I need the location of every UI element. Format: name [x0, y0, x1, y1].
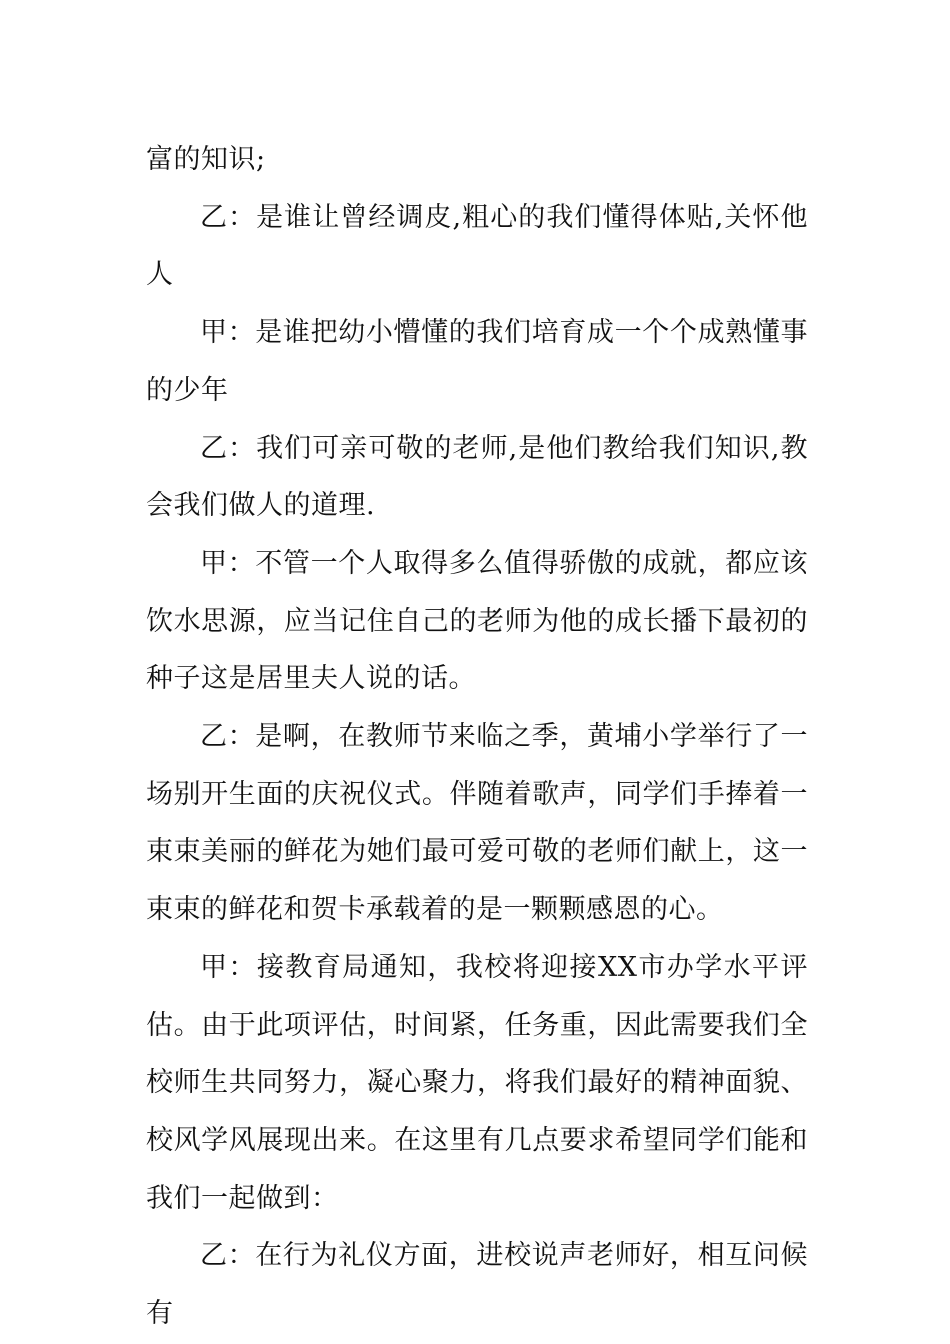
- paragraph-7: 甲：接教育局通知，我校将迎接XX市办学水平评估。由于此项评估，时间紧，任务重，因此需要我们全校师生共同努力，凝心聚力，将我们最好的精神面貌、校风学风展现出来。在这里有几点要求希望同学们能和我们一起做到：: [146, 951, 808, 1214]
- paragraph-8: 乙：在行为礼仪方面，进校说声老师好，相互问候有: [146, 1240, 808, 1330]
- paragraph-5: 甲：不管一个人取得多么值得骄傲的成就，都应该饮水思源，应当记住自己的老师为他的成长播下最初的种子这是居里夫人说的话。: [146, 547, 808, 695]
- paragraph-4: 乙：我们可亲可敬的老师,是他们教给我们知识,教会我们做人的道理.: [146, 432, 808, 522]
- document-body: [146, 131, 808, 1343]
- paragraph-3: 甲：是谁把幼小懵懂的我们培育成一个个成熟懂事的少年: [146, 317, 808, 406]
- paragraph-2: 乙：是谁让曾经调皮,粗心的我们懂得体贴,关怀他人: [146, 201, 808, 291]
- paragraph-6: 乙：是啊，在教师节来临之季，黄埔小学举行了一场别开生面的庆祝仪式。伴随着歌声，同学们手捧着一束束美丽的鲜花为她们最可爱可敬的老师们献上，这一束束的鲜花和贺卡承载着的是一颗颗感恩的心。: [146, 721, 808, 926]
- paragraph-1: 富的知识;: [146, 144, 266, 175]
